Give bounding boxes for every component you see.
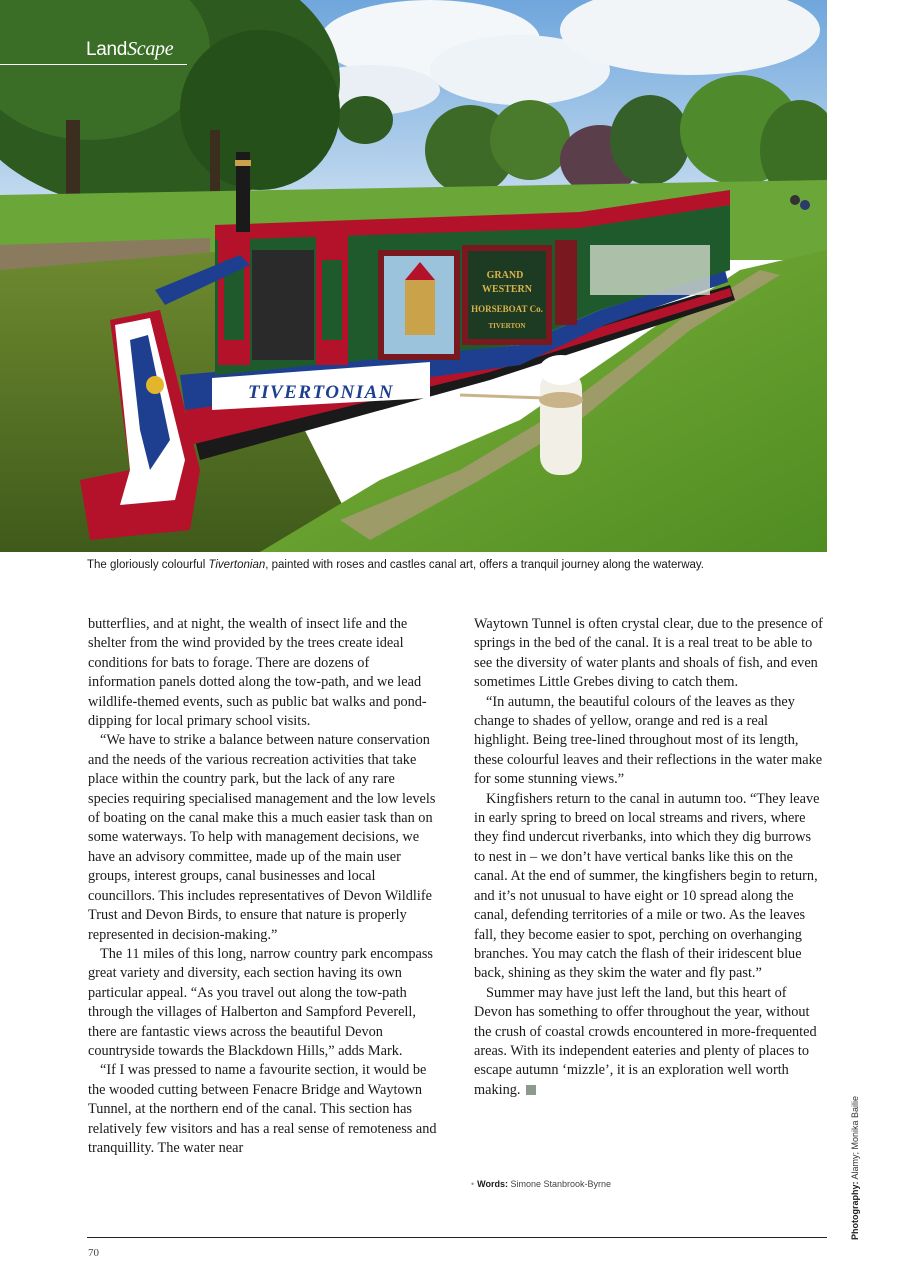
hero-photo [0,0,827,552]
article-paragraph: “We have to strike a balance between nature conservation and the needs of the various recreation activities that take place within the country park, but the lack of any rare species requiring specialised management and the low levels of boating on the canal make this a much easier task than on some waterways. To help with management decisions, we have an advisory committee, made up of the main user groups, interest groups, canal businesses and local councillors. This includes representatives of Devon Wildlife Trust and Devon Birds, to ensure that nature is properly represented in decision-making.” [88,732,436,943]
photo-caption: The gloriously colourful Tivertonian, painted with roses and castles canal art, offers a tranquil journey along the waterway. [87,559,704,571]
brand-logo: LandScape [86,38,174,60]
bullet-icon: • [471,1179,475,1189]
footer-rule [87,1237,827,1238]
end-mark-icon [526,1085,536,1095]
article-paragraph: “In autumn, the beautiful colours of the leaves as they change to shades of yellow, orange and red is a real highlight. Being tree-lined throughout most of its length, these colourful leaves and their reflections in the water make for some stunning views.” [474,693,823,788]
narrowboat-illustration [0,0,827,552]
panel-word-2: WESTERN [481,284,533,295]
article-paragraph: Kingfishers return to the canal in autumn too. “They leave in early spring to breed on local streams and rivers, where they find undercut riverbanks, into which they dig burrows to nest in – we don’t have vertical banks like this on the canal. At the end of summer, the kingfishers begin to return, and it’s not unusual to have eight or 10 spread along the canal, defending territories of a mile or two. As the leaves fall, they become easier to spot, perching on overhanging branches. You may catch the flash of their iridescent blue back, shining as they skim the water and fly past.” [474,790,820,982]
article-paragraph-final: Summer may have just left the land, but this heart of Devon has something to offer throughout the year, without the crush of coastal crowds encountered in more-frequented areas. With its independent eateries and plenty of places to escape autumn ‘mizzle’, it is an exploration well worth making. [474,984,817,1098]
article-paragraph: Waytown Tunnel is often crystal clear, due to the presence of springs in the bed of the canal. It is a real treat to be able to see the diversity of water plants and shoals of fish, and even sometimes Little Grebes diving to catch them. [474,616,823,691]
article-paragraph: The 11 miles of this long, narrow country park encompass great variety and diversity, each section having its own particular appeal. “As you travel out along the tow-path through the villages of Halberton and Sampford Peverell, there are fantastic views across the beautiful Devon countryside towards the Blackdown Hills,” adds Mark. [88,945,433,1059]
panel-word-3: HORSEBOAT Co. [471,304,543,314]
article-column-right [474,615,824,1100]
words-credit: • Words: Simone Stanbrook-Byrne [471,1179,612,1189]
boat-name: TIVERTONIAN [247,382,395,403]
article-column-left [88,615,438,1158]
panel-word-1: GRAND [486,270,524,281]
section-brand [0,38,187,65]
photography-credit: Photography: Alamy; Monika Bailie [850,1095,860,1240]
article-paragraph: butterflies, and at night, the wealth of insect life and the shelter from the wind provided by the trees create ideal conditions for bats to forage. There are dozens of information panels dotted along the tow-path, and we lead wildlife-themed events, such as public bat walks and pond-dipping for local primary school visits. [88,616,427,730]
article-paragraph: “If I was pressed to name a favourite section, it would be the wooded cutting between Fenacre Bridge and Waytown Tunnel, at the northern end of the canal. This section has relatively few visitors and has a real sense of remoteness and tranquillity. The water near [88,1062,437,1156]
panel-word-4: TIVERTON [488,322,526,330]
page-number: 70 [88,1247,99,1259]
